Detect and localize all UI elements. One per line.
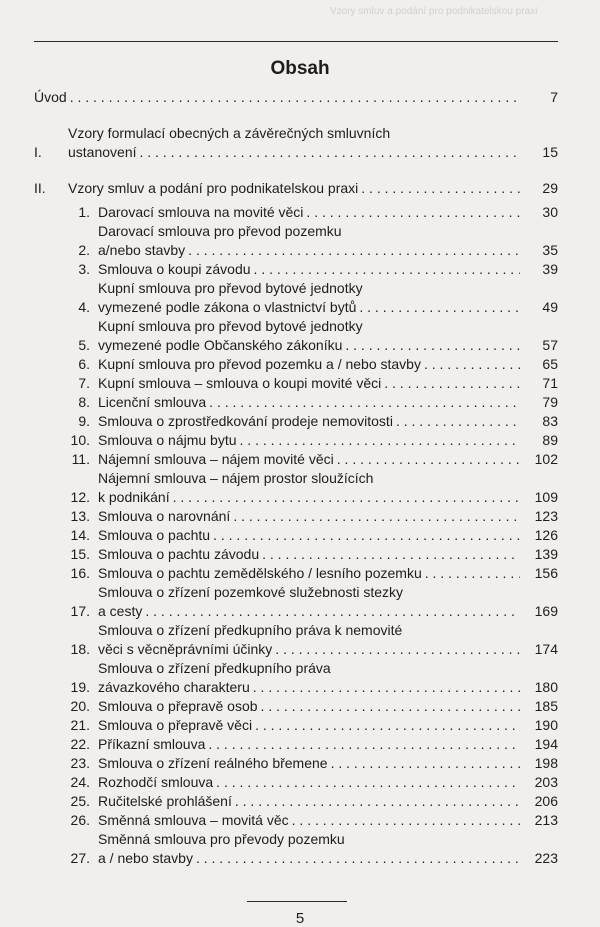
toc-entry-title: Kupní smlouva – smlouva o koupi movité věci <box>98 375 382 391</box>
dot-leader <box>170 488 520 507</box>
dot-leader <box>205 735 520 754</box>
toc-entry-number: 3. <box>78 261 90 277</box>
toc-entry-page: 30 <box>542 204 558 220</box>
toc-entry-number: I. <box>34 144 42 160</box>
toc-entry-title: Smlouva o pachtu <box>98 527 211 543</box>
toc-entry-title: Smlouva o pachtu zemědělského / lesního pozemku <box>98 565 422 581</box>
toc-entry-title: Nájemní smlouva – nájem movité věci <box>98 451 334 467</box>
toc-entry-number: 26. <box>70 812 90 828</box>
toc-entry-page: 126 <box>534 527 558 543</box>
toc-entry-title: Smlouva o zřízení předkupního práva k nemovité <box>98 622 403 638</box>
toc-entry-title: Ručitelské prohlášení <box>98 793 232 809</box>
toc-entry-number: 13. <box>70 508 90 524</box>
toc-entry <box>34 450 558 469</box>
toc-entry-title: Úvod <box>34 89 67 105</box>
toc-entry <box>34 260 558 279</box>
toc-entry-title: Smlouva o zřízení předkupního práva <box>98 660 331 676</box>
toc-entry <box>34 716 558 735</box>
toc-entry-page: 83 <box>542 413 558 429</box>
toc-entry-number: 14. <box>70 527 90 543</box>
dot-leader <box>334 450 520 469</box>
toc-entry-title: Smlouva o pachtu závodu <box>98 546 260 562</box>
toc-entry-page: 29 <box>542 180 558 196</box>
dot-leader <box>206 393 520 412</box>
toc-entry-title: Kupní smlouva pro převod bytové jednotky <box>98 280 363 296</box>
toc-entry-page: 156 <box>534 565 558 581</box>
toc-entry <box>34 811 558 830</box>
dot-leader <box>358 179 520 198</box>
toc-entry-title: Smlouva o zprostředkování prodeje nemovitosti <box>98 413 393 429</box>
toc-entry <box>34 412 558 431</box>
toc-entry-page: 35 <box>542 242 558 258</box>
toc-entry-number: 15. <box>70 546 90 562</box>
dot-leader <box>237 431 520 450</box>
toc-entry <box>34 179 558 198</box>
toc-entry <box>34 583 558 621</box>
toc-entry <box>34 773 558 792</box>
toc-entry-title: Smlouva o narovnání <box>98 508 231 524</box>
bottom-rule <box>247 901 347 902</box>
toc-entry-title: a / nebo stavby <box>98 850 193 866</box>
toc-entry-number: 10. <box>70 432 90 448</box>
dot-leader <box>422 564 520 583</box>
toc-entry-number: 4. <box>78 299 90 315</box>
toc-entry-page: 223 <box>534 850 558 866</box>
toc-entry-page: 213 <box>534 812 558 828</box>
dot-leader <box>393 412 520 431</box>
dot-leader <box>356 298 520 317</box>
toc-entry-title: vymezené podle zákona o vlastnictví bytů <box>98 299 357 315</box>
toc-entry-page: 71 <box>542 375 558 391</box>
toc-entry-number: 7. <box>78 375 90 391</box>
toc-entry <box>34 431 558 450</box>
dot-leader <box>185 241 520 260</box>
toc-entry-page: 180 <box>534 679 558 695</box>
toc-entry-title: Smlouva o přepravě věci <box>98 717 253 733</box>
toc-entry-title: k podnikání <box>98 489 170 505</box>
toc-entry-page: 139 <box>534 546 558 562</box>
dot-leader <box>303 203 520 222</box>
toc-entry <box>34 545 558 564</box>
toc-entry <box>34 393 558 412</box>
toc-entry-number: 23. <box>70 755 90 771</box>
toc-entry-page: 198 <box>534 755 558 771</box>
toc-entry-title: vymezené podle Občanského zákoníku <box>98 337 343 353</box>
toc-entry-title: Směnná smlouva pro převody pozemku <box>98 831 345 847</box>
toc-entry-page: 206 <box>534 793 558 809</box>
toc-entry <box>34 203 558 222</box>
dot-leader <box>252 716 520 735</box>
toc-entry-number: 2. <box>78 242 90 258</box>
dot-leader <box>289 811 520 830</box>
toc-entry <box>34 830 558 868</box>
toc-entry-number: 16. <box>70 565 90 581</box>
toc-entry <box>34 222 558 260</box>
toc-entry-number: II. <box>34 180 46 196</box>
toc-entry <box>34 317 558 355</box>
toc-entry-title: Vzory formulací obecných a závěrečných smluvních <box>68 125 391 141</box>
toc-entry-number: 8. <box>78 394 90 410</box>
toc-entry-title: ustanovení <box>68 144 137 160</box>
dot-leader <box>137 143 521 162</box>
toc-entry-page: 39 <box>542 261 558 277</box>
toc-entry-title: Vzory smluv a podání pro podnikatelskou praxi <box>68 180 359 196</box>
toc-entry-number: 27. <box>70 850 90 866</box>
toc-entry-page: 174 <box>534 641 558 657</box>
toc-entry-title: Směnná smlouva – movitá věc <box>98 812 289 828</box>
table-of-contents <box>34 88 558 868</box>
toc-entry-page: 169 <box>534 603 558 619</box>
toc-entry <box>34 754 558 773</box>
toc-entry <box>34 526 558 545</box>
toc-entry <box>34 792 558 811</box>
dot-leader <box>251 260 520 279</box>
dot-leader <box>142 602 520 621</box>
dot-leader <box>258 697 520 716</box>
toc-entry-number: 20. <box>70 698 90 714</box>
toc-entry-number: 25. <box>70 793 90 809</box>
toc-entry-page: 57 <box>542 337 558 353</box>
toc-entry-number: 24. <box>70 774 90 790</box>
toc-entry-title: Smlouva o zřízení reálného břemene <box>98 755 328 771</box>
toc-entry-number: 1. <box>78 204 90 220</box>
toc-entry <box>34 469 558 507</box>
toc-entry-page: 102 <box>534 451 558 467</box>
toc-entry-page: 190 <box>534 717 558 733</box>
toc-entry-page: 15 <box>542 144 558 160</box>
dot-leader <box>421 355 520 374</box>
toc-entry-title: Kupní smlouva pro převod bytové jednotky <box>98 318 363 334</box>
toc-entry <box>34 697 558 716</box>
toc-entry <box>34 564 558 583</box>
page-number: 5 <box>295 910 305 927</box>
dot-leader <box>250 678 520 697</box>
toc-entry-page: 65 <box>542 356 558 372</box>
toc-entry-page: 7 <box>550 89 558 105</box>
toc-entry-title: a cesty <box>98 603 143 619</box>
dot-leader <box>193 849 520 868</box>
page-title: Obsah <box>270 58 330 79</box>
dot-leader <box>232 792 520 811</box>
toc-entry-title: Smlouva o nájmu bytu <box>98 432 237 448</box>
toc-entry-page: 49 <box>542 299 558 315</box>
toc-entry-page: 194 <box>534 736 558 752</box>
toc-entry-page: 203 <box>534 774 558 790</box>
toc-entry <box>34 374 558 393</box>
toc-entry-title: věci s věcněprávními účinky <box>98 641 273 657</box>
toc-entry-intro <box>34 88 558 107</box>
toc-entry-number: 18. <box>70 641 90 657</box>
toc-entry-number: 21. <box>70 717 90 733</box>
toc-entry-number: 5. <box>78 337 90 353</box>
toc-entry <box>34 507 558 526</box>
dot-leader <box>381 374 520 393</box>
dot-leader <box>328 754 520 773</box>
toc-entry <box>34 355 558 374</box>
dot-leader <box>342 336 520 355</box>
toc-entry-number: 19. <box>70 679 90 695</box>
toc-entry-title: Smlouva o zřízení pozemkové služebnosti stezky <box>98 584 404 600</box>
dot-leader <box>213 773 520 792</box>
dot-leader <box>272 640 520 659</box>
toc-entry-title: Příkazní smlouva <box>98 736 206 752</box>
toc-entry-page: 123 <box>534 508 558 524</box>
top-rule <box>34 41 558 42</box>
toc-entry-page: 185 <box>534 698 558 714</box>
bleed-through-running-head: Vzory smluv a podání pro podnikatelskou praxi <box>330 6 538 17</box>
toc-entry-title: závazkového charakteru <box>98 679 250 695</box>
toc-entry-page: 79 <box>542 394 558 410</box>
toc-entry-title: Rozhodčí smlouva <box>98 774 214 790</box>
toc-entry <box>34 659 558 697</box>
dot-leader <box>67 88 520 107</box>
toc-entry-page: 89 <box>542 432 558 448</box>
toc-entry <box>34 279 558 317</box>
toc-entry-number: 11. <box>71 451 90 467</box>
toc-entry-title: Darovací smlouva pro převod pozemku <box>98 223 342 239</box>
dot-leader <box>210 526 520 545</box>
toc-entry-number: 22. <box>70 736 90 752</box>
toc-entry-title: Kupní smlouva pro převod pozemku a / nebo stavby <box>98 356 421 372</box>
dot-leader <box>230 507 520 526</box>
toc-entry-number: 17. <box>70 603 90 619</box>
toc-entry-title: a/nebo stavby <box>98 242 186 258</box>
toc-entry-title: Darovací smlouva na movité věci <box>98 204 304 220</box>
toc-entry <box>34 621 558 659</box>
toc-entry <box>34 124 558 162</box>
toc-entry-number: 12. <box>70 489 90 505</box>
toc-entry-title: Smlouva o přepravě osob <box>98 698 258 714</box>
toc-entry-title: Nájemní smlouva – nájem prostor sloužících <box>98 470 374 486</box>
toc-entry-title: Licenční smlouva <box>98 394 207 410</box>
toc-entry-title: Smlouva o koupi závodu <box>98 261 251 277</box>
toc-entry <box>34 735 558 754</box>
dot-leader <box>259 545 520 564</box>
toc-entry-page: 109 <box>534 489 558 505</box>
toc-entry-number: 9. <box>78 413 90 429</box>
toc-entry-number: 6. <box>78 356 90 372</box>
